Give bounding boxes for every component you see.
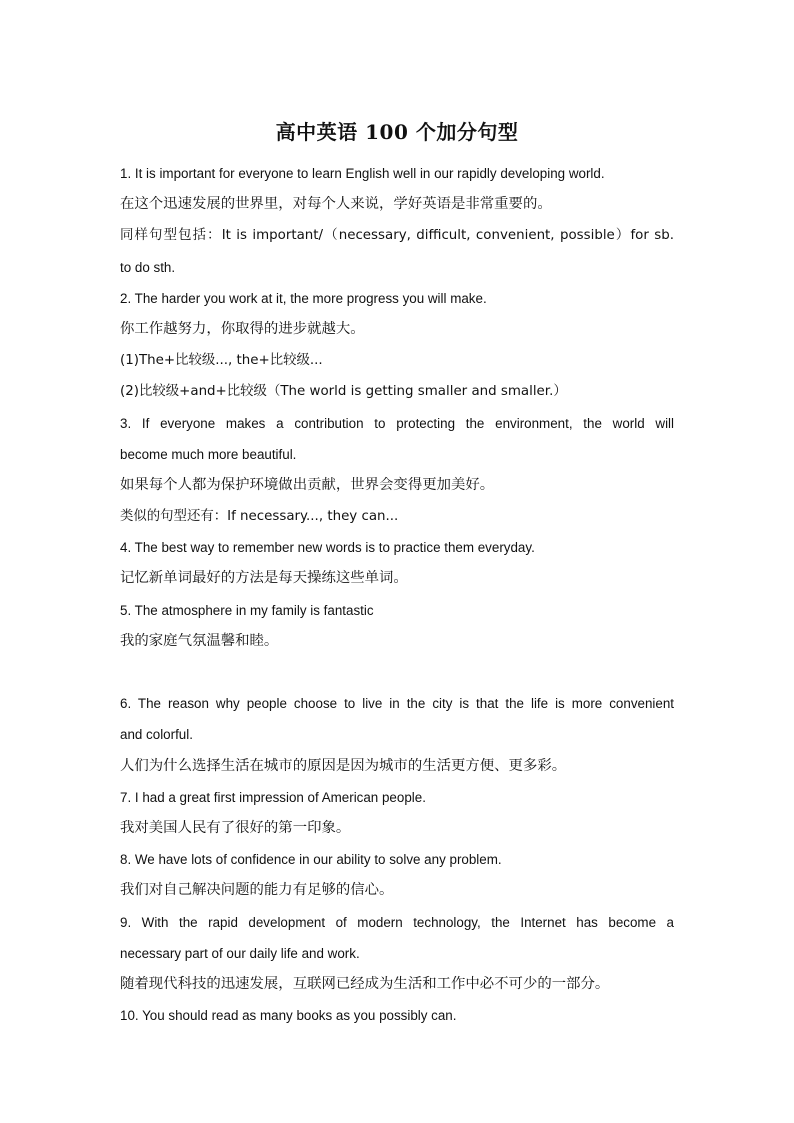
sentence-8-english: 8. We have lots of confidence in our ability to solve any problem. [120,852,502,868]
sentence-2-pattern-1: (1)The+比较级..., the+比较级... [120,353,323,369]
sentence-3-english-continued: become much more beautiful. [120,446,297,462]
sentence-3-chinese: 如果每个人都为保护环境做出贡献，世界会变得更加美好。 [120,476,495,493]
sentence-9-english: 9. With the rapid development of modern technology, the Internet has become a [120,914,674,930]
sentence-1-pattern-note: 同样句型包括：It is important/（necessary, difficult, convenient, possible）for sb. [120,228,674,244]
sentence-1-pattern-note-continued: to do sth. [120,259,176,275]
sentence-6-english: 6. The reason why people choose to live in the city is that the life is more convenient [120,696,674,712]
document-body [120,158,674,1031]
sentence-7-chinese: 我对美国人民有了很好的第一印象。 [120,819,351,836]
sentence-6-chinese: 人们为什么选择生活在城市的原因是因为城市的生活更方便、更多彩。 [120,757,567,774]
sentence-2-pattern-2: (2)比较级+and+比较级（The world is getting smaller and smaller.） [120,384,567,400]
sentence-1-english: 1. It is important for everyone to learn English well in our rapidly developing world. [120,166,605,181]
sentence-7-english: 7. I had a great first impression of American people. [120,789,426,805]
sentence-5-english: 5. The atmosphere in my family is fantastic [120,602,374,618]
paragraph-gap [120,657,674,688]
sentence-9-english-continued: necessary part of our daily life and work. [120,945,360,961]
sentence-2-chinese: 你工作越努力，你取得的进步就越大。 [120,320,365,337]
sentence-1-chinese: 在这个迅速发展的世界里，对每个人来说，学好英语是非常重要的。 [120,196,552,213]
sentence-3-english: 3. If everyone makes a contribution to protecting the environment, the world will [120,415,674,431]
sentence-3-pattern-note: 类似的句型还有：If necessary..., they can... [120,509,399,525]
document-title: 高中英语 100 个加分句型 [275,120,519,144]
sentence-5-chinese: 我的家庭气氛温馨和睦。 [120,632,279,649]
sentence-4-english: 4. The best way to remember new words is to practice them everyday. [120,540,535,556]
sentence-8-chinese: 我们对自己解决问题的能力有足够的信心。 [120,882,394,899]
sentence-10-english: 10. You should read as many books as you possibly can. [120,1008,457,1024]
sentence-4-chinese: 记忆新单词最好的方法是每天操练这些单词。 [120,570,408,587]
sentence-9-chinese: 随着现代科技的迅速发展，互联网已经成为生活和工作中必不可少的一部分。 [120,975,610,992]
sentence-6-english-continued: and colorful. [120,727,193,743]
sentence-2-english: 2. The harder you work at it, the more progress you will make. [120,290,487,306]
